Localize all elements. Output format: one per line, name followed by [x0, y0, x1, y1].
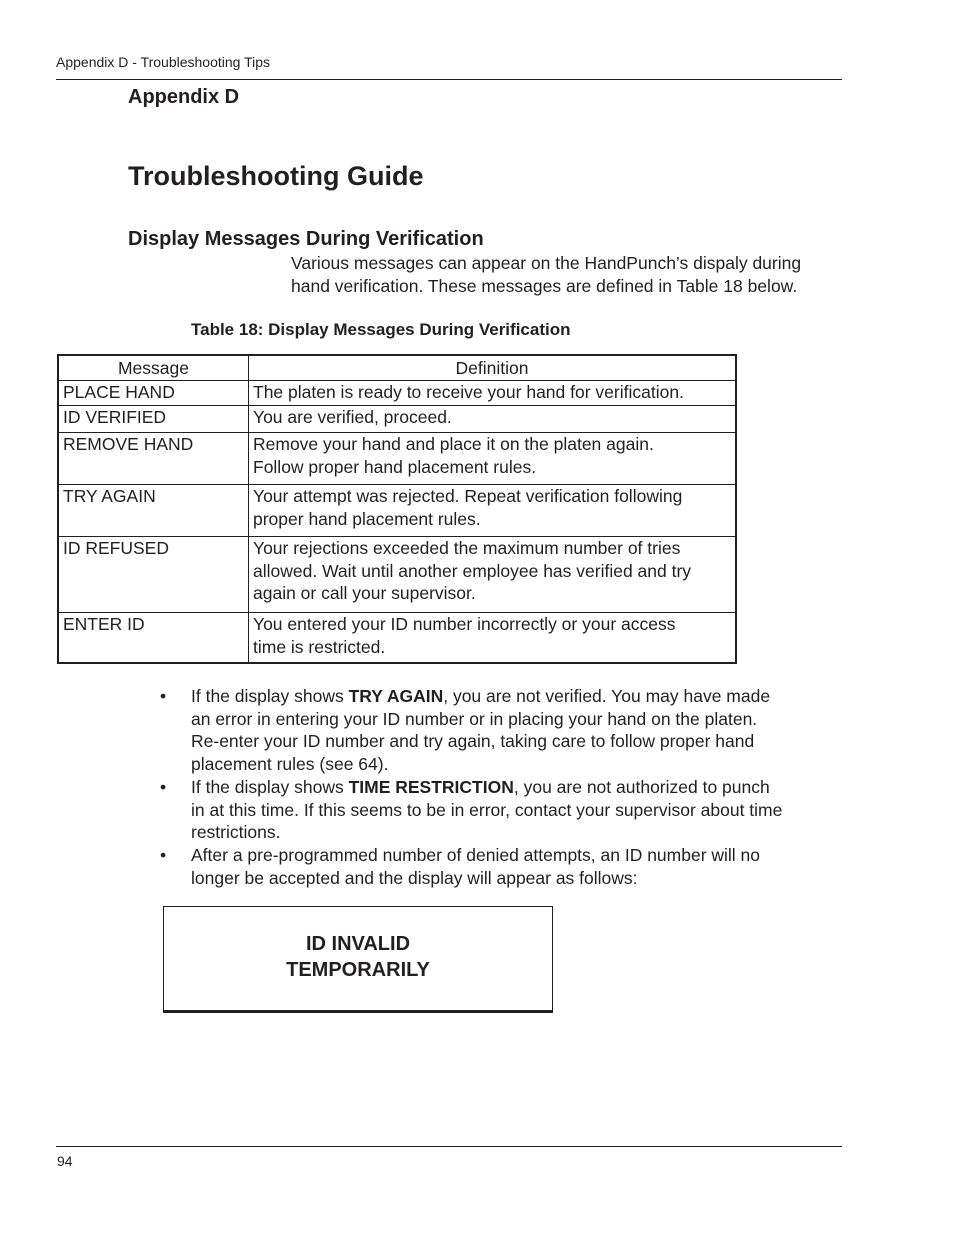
table-row [58, 485, 736, 537]
page-title: Troubleshooting Guide [128, 161, 424, 191]
definition-line: time is restricted. [253, 636, 386, 657]
bullet-text: If the display shows [191, 776, 349, 797]
definition-line: Your rejections exceeded the maximum number of tries [253, 538, 681, 558]
definition-line: The platen is ready to receive your hand for verification. [253, 381, 684, 402]
definition-line: proper hand placement rules. [253, 508, 481, 529]
definition-line: You are verified, proceed. [253, 407, 452, 427]
definition-cell [249, 380, 737, 406]
definition-line: allowed. Wait until another employee has verified and try [253, 560, 692, 581]
running-header: Appendix D - Troubleshooting Tips [56, 54, 271, 70]
bullet-text: After a pre-programmed number of denied attempts, an ID number will no [191, 844, 761, 865]
table-row [58, 380, 736, 406]
list-item [160, 844, 830, 889]
definition-line: Follow proper hand placement rules. [253, 456, 537, 477]
bullet-text: placement rules (see 64). [191, 754, 389, 775]
header-rule [56, 79, 842, 80]
bullet-list [160, 685, 830, 889]
bullet-marker: • [160, 776, 167, 797]
bullet-keyword: TRY AGAIN [348, 686, 444, 706]
intro-paragraph [291, 252, 851, 298]
section-heading: Display Messages During Verification [128, 228, 484, 250]
definition-cell [249, 613, 737, 664]
bullet-text: If the display shows [191, 686, 349, 706]
table-caption: Table 18: Display Messages During Verification [191, 320, 571, 339]
definition-cell [249, 433, 737, 485]
display-line: ID INVALID [305, 933, 411, 955]
display-line: TEMPORARILY [286, 959, 430, 981]
bullet-text: Re-enter your ID number and try again, taking care to follow proper hand [191, 731, 755, 752]
bullet-text: restrictions. [191, 822, 281, 843]
message-cell: ENTER ID [58, 613, 249, 664]
bullet-text: an error in entering your ID number or in placing your hand on the platen. [191, 708, 758, 729]
page-number: 94 [57, 1153, 73, 1169]
bullet-text: , you are not authorized to punch [513, 776, 770, 797]
definition-line: Remove your hand and place it on the platen again. [253, 434, 654, 454]
definition-cell [249, 537, 737, 613]
table-row [58, 406, 736, 433]
bullet-marker: • [160, 844, 167, 865]
bullet-text: in at this time. If this seems to be in error, contact your supervisor about time [191, 799, 783, 820]
definition-line: Your attempt was rejected. Repeat verification following [253, 486, 683, 506]
table-row [58, 433, 736, 485]
definition-line: You entered your ID number incorrectly or your access [253, 614, 676, 634]
table-row [58, 537, 736, 613]
message-cell: REMOVE HAND [58, 433, 249, 485]
column-header-definition: Definition [249, 355, 737, 380]
table-row [58, 613, 736, 664]
display-screen-box [163, 906, 553, 1013]
list-item [160, 776, 830, 844]
table-header-row [58, 355, 736, 380]
appendix-label: Appendix D [128, 86, 240, 108]
list-item [160, 685, 830, 776]
message-cell: ID VERIFIED [58, 406, 249, 433]
intro-line: hand verification. These messages are defined in Table 18 below. [291, 276, 798, 296]
bullet-keyword: TIME RESTRICTION [348, 776, 514, 797]
definition-cell [249, 406, 737, 433]
footer-rule [56, 1146, 842, 1147]
column-header-message: Message [58, 355, 249, 380]
bullet-marker: • [160, 686, 167, 706]
messages-table [57, 354, 737, 664]
bullet-text: , you are not verified. You may have made [443, 686, 771, 706]
message-cell: TRY AGAIN [58, 485, 249, 537]
bullet-text: longer be accepted and the display will appear as follows: [191, 867, 638, 888]
definition-line: again or call your supervisor. [253, 583, 476, 603]
definition-cell [249, 485, 737, 537]
message-cell: PLACE HAND [58, 380, 249, 406]
intro-line: Various messages can appear on the HandPunch’s dispaly during [291, 253, 802, 273]
message-cell: ID REFUSED [58, 537, 249, 613]
